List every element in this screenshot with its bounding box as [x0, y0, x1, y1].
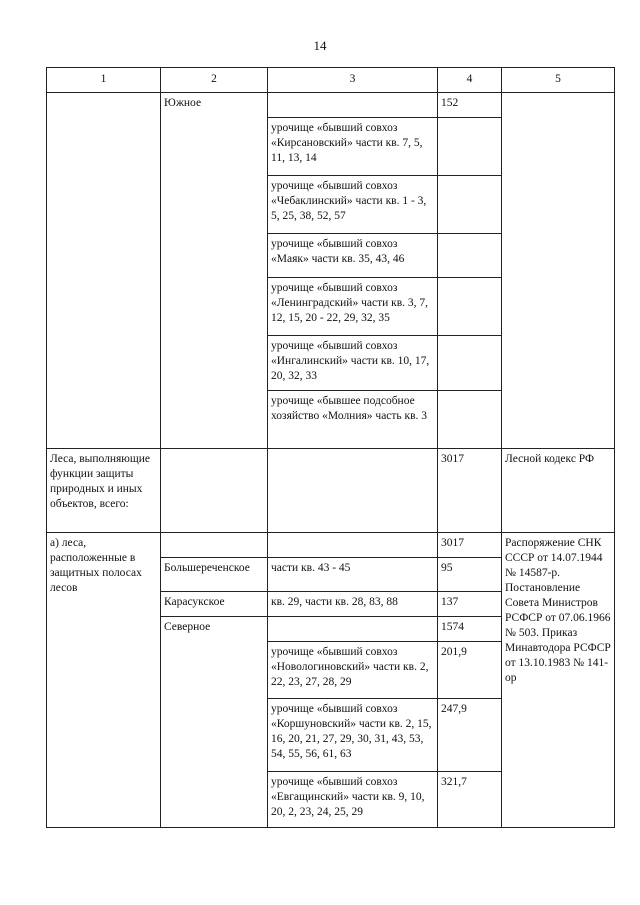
district-cell: Южное — [161, 93, 268, 449]
area-cell — [438, 391, 502, 449]
parts-cell: части кв. 43 - 45 — [268, 558, 438, 592]
category-cell: а) леса, расположенные в защитных полосах лесов — [47, 533, 161, 828]
category-cell — [47, 93, 161, 449]
area-cell — [438, 336, 502, 391]
header-col-2: 2 — [161, 68, 268, 93]
parts-cell — [268, 617, 438, 642]
area-cell: 201,9 — [438, 642, 502, 699]
district-cell — [161, 449, 268, 533]
header-col-3: 3 — [268, 68, 438, 93]
area-cell: 3017 — [438, 533, 502, 558]
header-col-1: 1 — [47, 68, 161, 93]
parts-cell — [268, 93, 438, 118]
district-cell — [161, 533, 268, 558]
table-row — [47, 449, 615, 533]
area-cell — [438, 118, 502, 176]
area-cell — [438, 176, 502, 234]
parts-cell: урочище «бывший совхоз «Кирсановский» части кв. 7, 5, 11, 13, 14 — [268, 118, 438, 176]
district-cell: Большереченское — [161, 558, 268, 592]
area-cell — [438, 234, 502, 278]
parts-cell: урочище «бывший совхоз «Коршуновский» части кв. 2, 15, 16, 20, 21, 27, 29, 30, 31, 43, 53, 54, 55, 56, 61, 63 — [268, 699, 438, 772]
parts-cell — [268, 449, 438, 533]
basis-cell: Лесной кодекс РФ — [502, 449, 615, 533]
area-cell: 1574 — [438, 617, 502, 642]
parts-cell: кв. 29, части кв. 28, 83, 88 — [268, 592, 438, 617]
area-cell: 247,9 — [438, 699, 502, 772]
area-cell: 152 — [438, 93, 502, 118]
district-cell: Карасукское — [161, 592, 268, 617]
table-row — [47, 533, 615, 558]
parts-cell: урочище «бывший совхоз «Чебаклинский» части кв. 1 - 3, 5, 25, 38, 52, 57 — [268, 176, 438, 234]
document-table — [46, 67, 615, 828]
parts-cell — [268, 533, 438, 558]
basis-cell — [502, 93, 615, 449]
parts-cell: урочище «бывший совхоз «Ленинградский» части кв. 3, 7, 12, 15, 20 - 22, 29, 32, 35 — [268, 278, 438, 336]
parts-cell: урочище «бывший совхоз «Маяк» части кв. 35, 43, 46 — [268, 234, 438, 278]
basis-cell: Распоряжение СНК СССР от 14.07.1944 № 14587-р. Постановление Совета Министров РСФСР от 07.06.1966 № 503. Приказ Минавтодора РСФСР от 13.10.1983 № 141-ор — [502, 533, 615, 828]
area-cell: 137 — [438, 592, 502, 617]
page-number: 14 — [313, 38, 327, 53]
parts-cell: урочище «бывшее подсобное хозяйство «Молния» часть кв. 3 — [268, 391, 438, 449]
header-col-5: 5 — [502, 68, 615, 93]
district-cell: Северное — [161, 617, 268, 828]
header-row — [47, 68, 615, 93]
area-cell: 321,7 — [438, 772, 502, 828]
parts-cell: урочище «бывший совхоз «Ингалинский» части кв. 10, 17, 20, 32, 33 — [268, 336, 438, 391]
parts-cell: урочище «бывший совхоз «Евгащинский» части кв. 9, 10, 20, 2, 23, 24, 25, 29 — [268, 772, 438, 828]
header-col-4: 4 — [438, 68, 502, 93]
parts-cell: урочище «бывший совхоз «Новологиновский» части кв. 2, 22, 23, 27, 28, 29 — [268, 642, 438, 699]
area-cell: 3017 — [438, 449, 502, 533]
category-cell: Леса, выполняющие функции защиты природных и иных объектов, всего: — [47, 449, 161, 533]
table-row — [47, 93, 615, 118]
area-cell: 95 — [438, 558, 502, 592]
area-cell — [438, 278, 502, 336]
